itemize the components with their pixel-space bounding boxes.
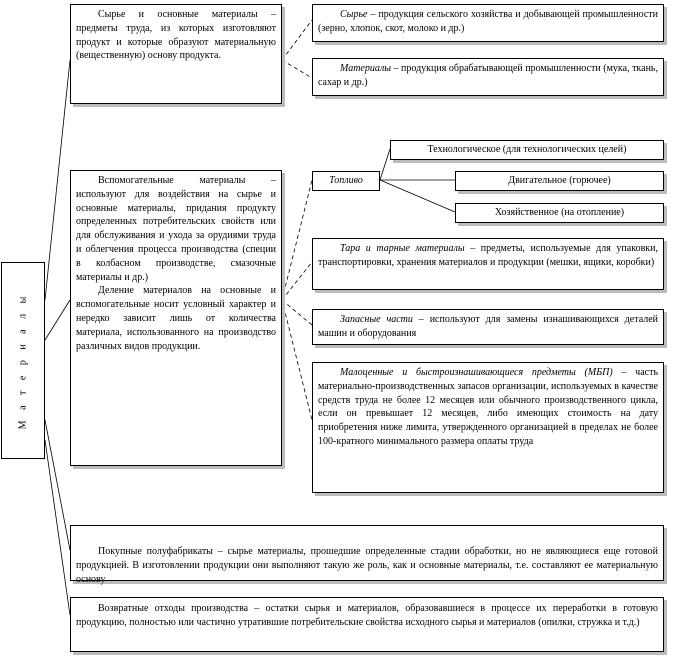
fuel-box [312, 171, 380, 191]
mbp-text: – часть материально-производственных запасов организации, используемых в качестве средств труда не более 12 месяцев или обычного производственного цикла, если он превышает 12 месяцев, либо имеющих стоимость на дату приобретения ниже лимита, утвержденного организацией в пределах не более 100-кратного минимального размера оплаты труда [318, 367, 659, 447]
auxiliary-text-1: Вспомогательные материалы – используют для воздействия на сырье и основные материалы, придания продукту определенных потребительских свойств или для обслуживания и ухода за орудиями труда и облегчения процесса производства (специи в колбасном производстве, смазочные материалы и др.) [76, 175, 276, 283]
spare-term: Запасные части [340, 314, 413, 325]
returnable-waste-text: Возвратные отходы производства – остатки сырья и материалов, образовавшиеся в процессе их переработки в готовую продукцию, полностью или частично утратившие потребительские свойства исходного сырья и материалов (опилки, стружка и т.д.) [76, 603, 658, 628]
auxiliary-text-2: Деление материалов на основные и вспомогательные носит условный характер и нередко зависит лишь от количества материала, использованного на производство различных видов продукции. [76, 285, 276, 352]
root-label: М а т е р и а л ы [17, 292, 29, 429]
raw-text: – продукция сельского хозяйства и добывающей промышленности (зерно, хлопок, скот, молоко и др.) [318, 9, 658, 34]
materials-root [1, 262, 45, 459]
mbp-box [312, 362, 664, 493]
spare-text: – используют для замены изнашивающихся деталей машин и оборудования [318, 314, 658, 339]
spare-parts-box [312, 309, 664, 345]
materials-term: Материалы [340, 63, 391, 74]
basic-materials-text: Сырье и основные материалы – предметы труда, из которых изготовляют продукт и которые образуют материальную (вещественную) основу продукта. [76, 9, 276, 62]
raw-term: Сырье [340, 9, 368, 20]
semi-finished-text: Покупные полуфабрикаты – сырье материалы, прошедшие определенные стадии обработки, но не являющиеся еще готовой продукцией. В изготовлении продукции они выполняют такую же роль, как и основные материалы, т.е. составляют ее материальную основу [76, 546, 658, 585]
fuel-technological-box [390, 140, 664, 160]
fuel-household-label: Хозяйственное (на отопление) [494, 207, 625, 218]
auxiliary-materials-box [70, 170, 282, 466]
fuel-household-box [455, 203, 664, 223]
materials-text: – продукция обрабатывающей промышленности (мука, ткань, сахар и др.) [318, 63, 658, 88]
raw-box [312, 4, 664, 42]
returnable-waste-box [70, 597, 664, 652]
mbp-term: Малоценные и быстроизнашивающиеся предметы (МБП) [340, 367, 613, 378]
tara-box [312, 238, 664, 290]
fuel-motor-box [455, 171, 664, 191]
fuel-motor-label: Двигательное (горючее) [508, 175, 611, 186]
basic-materials-box [70, 4, 282, 104]
tara-term: Тара и тарные материалы [340, 243, 465, 254]
semi-finished-box [70, 525, 664, 585]
tara-text: – предметы, используемые для упаковки, транспортировки, хранения материалов и продукции (мешки, ящики, коробки) [318, 243, 658, 268]
materials-box [312, 58, 664, 96]
fuel-technological-label: Технологическое (для технологических целей) [427, 144, 627, 155]
fuel-label: Топливо [329, 175, 363, 186]
